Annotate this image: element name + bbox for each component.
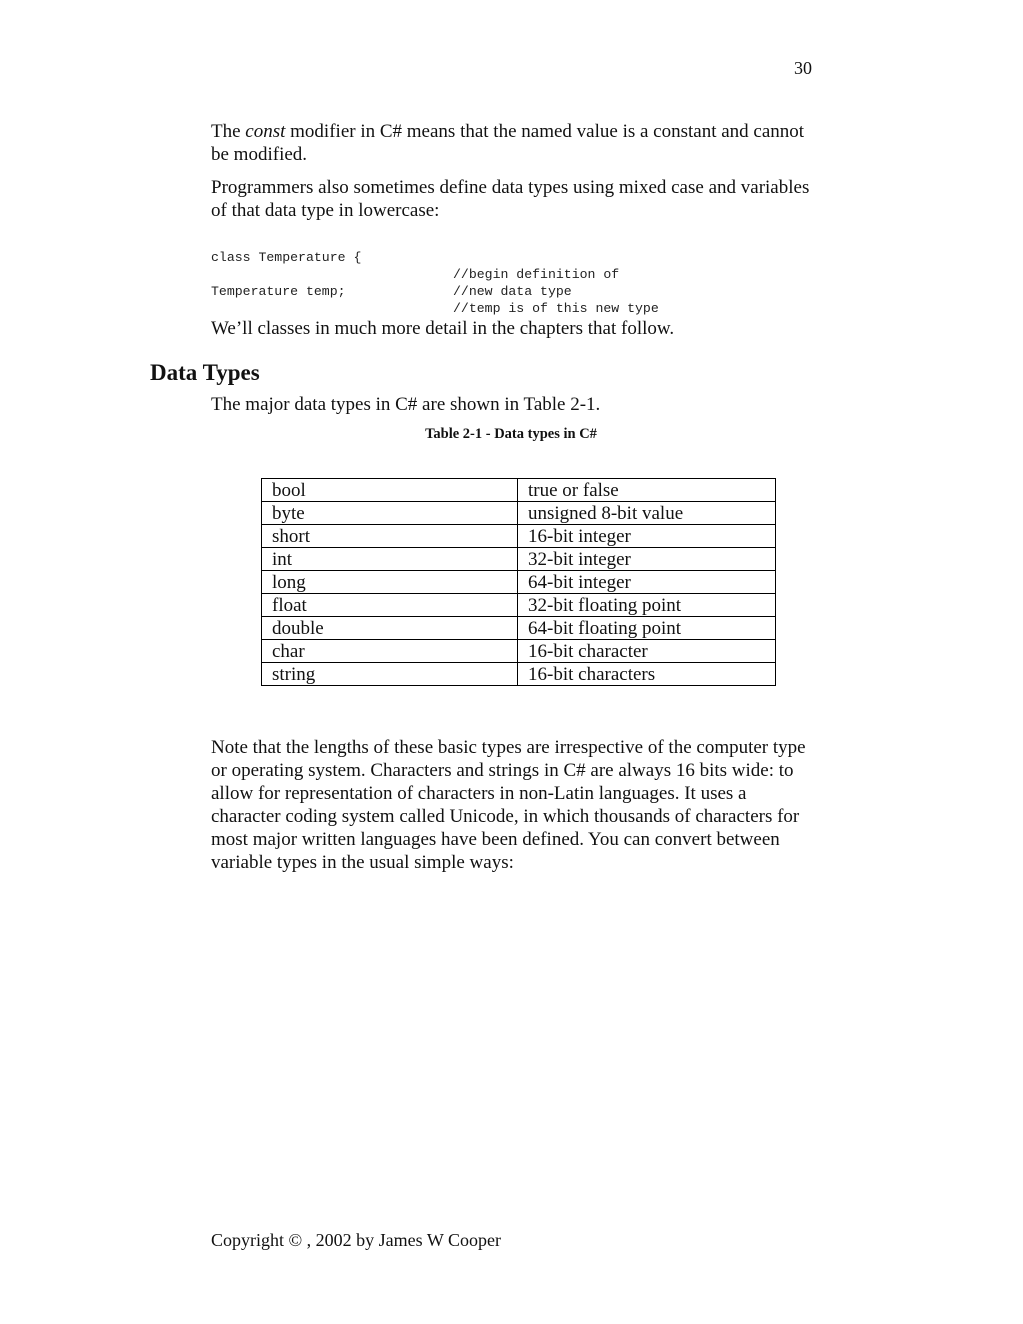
- data-types-table: [261, 478, 776, 686]
- unicode-paragraph: Note that the lengths of these basic types are irrespective of the computer type or operating system. Characters and strings in C# are always 16 bits wide: to allow for representation of characters in non-Latin languages. It uses a character coding system called Unicode, in which thousands of characters for most major written languages have been defined. You can convert between variable types in the usual simple ways:: [211, 737, 806, 873]
- type-description-cell: 16-bit integer: [518, 525, 776, 548]
- table-row: [262, 525, 776, 548]
- type-name-cell: bool: [262, 479, 518, 502]
- type-name-cell: double: [262, 617, 518, 640]
- paragraph-1-prefix: The: [211, 121, 246, 142]
- table-row: [262, 640, 776, 663]
- type-name-cell: string: [262, 663, 518, 686]
- type-description-cell: 32-bit floating point: [518, 594, 776, 617]
- mixed-case-paragraph: Programmers also sometimes define data types using mixed case and variables of that data type in lowercase:: [211, 177, 810, 221]
- section-heading: Data Types: [150, 360, 260, 385]
- type-name-cell: char: [262, 640, 518, 663]
- type-description-cell: 64-bit integer: [518, 571, 776, 594]
- const-modifier-paragraph: [211, 120, 811, 166]
- type-name-cell: byte: [262, 502, 518, 525]
- table-row: [262, 663, 776, 686]
- table-caption: Table 2-1 - Data types in C#: [425, 426, 597, 442]
- type-description-cell: 16-bit character: [518, 640, 776, 663]
- type-description-cell: true or false: [518, 479, 776, 502]
- code-comment: //temp is of this new type: [453, 301, 659, 316]
- type-description-cell: 16-bit characters: [518, 663, 776, 686]
- type-name-cell: int: [262, 548, 518, 571]
- section-intro: The major data types in C# are shown in Table 2-1.: [211, 394, 601, 415]
- copyright-footer: Copyright © , 2002 by James W Cooper: [211, 1230, 501, 1250]
- classes-paragraph: We’ll classes in much more detail in the chapters that follow.: [211, 318, 675, 339]
- code-line: [211, 232, 731, 282]
- table-row: [262, 617, 776, 640]
- type-name-cell: short: [262, 525, 518, 548]
- page-number: 30: [794, 58, 812, 78]
- type-name-cell: long: [262, 571, 518, 594]
- table-row: [262, 548, 776, 571]
- table-row: [262, 571, 776, 594]
- table-row: [262, 479, 776, 502]
- code-statement: Temperature temp;: [211, 284, 346, 299]
- table-row: [262, 502, 776, 525]
- type-description-cell: 64-bit floating point: [518, 617, 776, 640]
- code-statement: class Temperature {: [211, 250, 362, 265]
- type-description-cell: 32-bit integer: [518, 548, 776, 571]
- code-comment: //begin definition of: [453, 267, 620, 282]
- type-description-cell: unsigned 8-bit value: [518, 502, 776, 525]
- code-block: [211, 232, 731, 316]
- type-name-cell: float: [262, 594, 518, 617]
- code-comment: //new data type: [453, 284, 572, 299]
- table-row: [262, 594, 776, 617]
- const-keyword: const: [245, 121, 286, 142]
- paragraph-1-suffix: modifier in C# means that the named value is a constant and cannot be modified.: [211, 121, 805, 165]
